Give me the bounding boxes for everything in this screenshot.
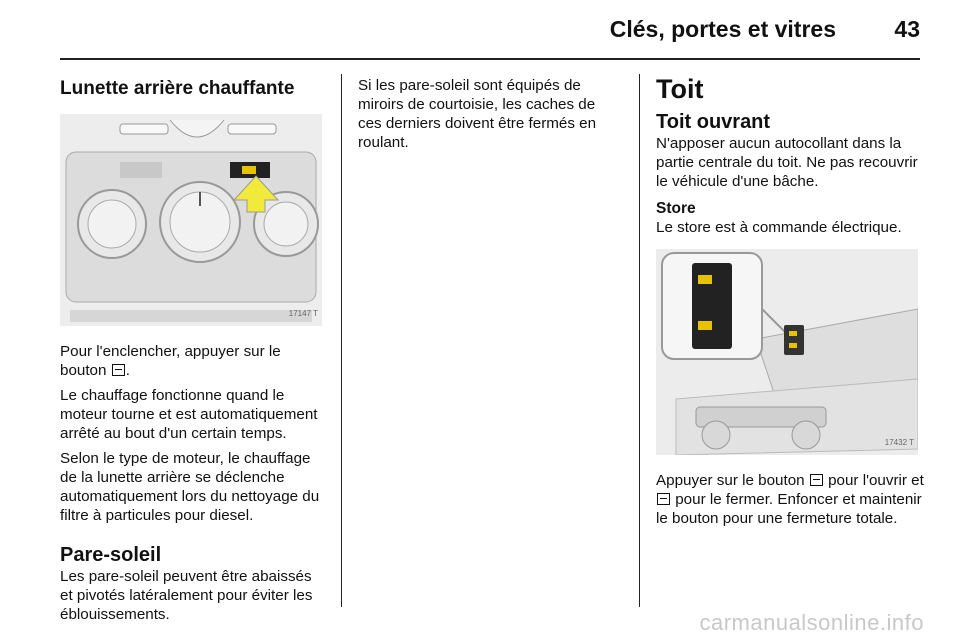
paragraph: Le chauffage fonctionne quand le moteur tourne et est automatiquement arrêté au bout d'un certain temps. bbox=[60, 387, 318, 442]
page-number: 43 bbox=[894, 16, 920, 42]
figure-number: 17432 T bbox=[884, 438, 914, 447]
climate-panel-drawing bbox=[60, 114, 322, 326]
roof-switch-drawing bbox=[656, 249, 918, 455]
section-heading-rear-window: Lunette arrière chauffante bbox=[60, 78, 295, 99]
figure-number: 17147 T bbox=[288, 309, 318, 318]
column-left bbox=[60, 74, 325, 630]
paragraph: N'apposer aucun autocollant dans la partie centrale du toit. Ne pas recouvrir le véhicule d'une bâche. bbox=[656, 135, 918, 190]
paragraph: Si les pare-soleil sont équipés de miroirs de courtoisie, les caches de ces derniers doivent être fermés en roulant. bbox=[358, 77, 597, 151]
paragraph: Appuyer sur le bouton pour l'ouvrir et pour le fermer. Enfoncer et maintenir le bouton pour une fermeture totale. bbox=[656, 472, 924, 527]
roof-blind-switch-illustration bbox=[656, 249, 918, 455]
rear-defroster-icon bbox=[112, 364, 125, 376]
subheading-sunroof: Toit ouvrant bbox=[656, 111, 771, 133]
column-divider-2 bbox=[639, 74, 640, 607]
paragraph: Pour l'enclencher, appuyer sur le bouton . bbox=[60, 343, 281, 379]
climate-control-illustration bbox=[60, 114, 322, 326]
close-blind-icon bbox=[657, 493, 670, 505]
column-right bbox=[656, 74, 924, 534]
header-rule bbox=[60, 58, 920, 60]
paragraph: Les pare-soleil peuvent être abaissés et pivotés latéralement pour éviter les éblouissements. bbox=[60, 568, 313, 623]
open-blind-icon bbox=[810, 474, 823, 486]
watermark: carmanualsonline.info bbox=[699, 610, 924, 635]
section-heading-sun-visor: Pare-soleil bbox=[60, 544, 162, 566]
subheading-blind: Store bbox=[656, 200, 696, 217]
paragraph: Selon le type de moteur, le chauffage de la lunette arrière se déclenche automatiquement lors du nettoyage du filtre à particules pour diesel. bbox=[60, 450, 320, 524]
column-divider-1 bbox=[341, 74, 342, 607]
section-heading-roof: Toit bbox=[656, 74, 704, 104]
paragraph: Le store est à commande électrique. bbox=[656, 219, 902, 236]
page-title: Clés, portes et vitres bbox=[609, 16, 836, 42]
column-middle bbox=[358, 74, 623, 158]
page-header bbox=[60, 0, 920, 58]
